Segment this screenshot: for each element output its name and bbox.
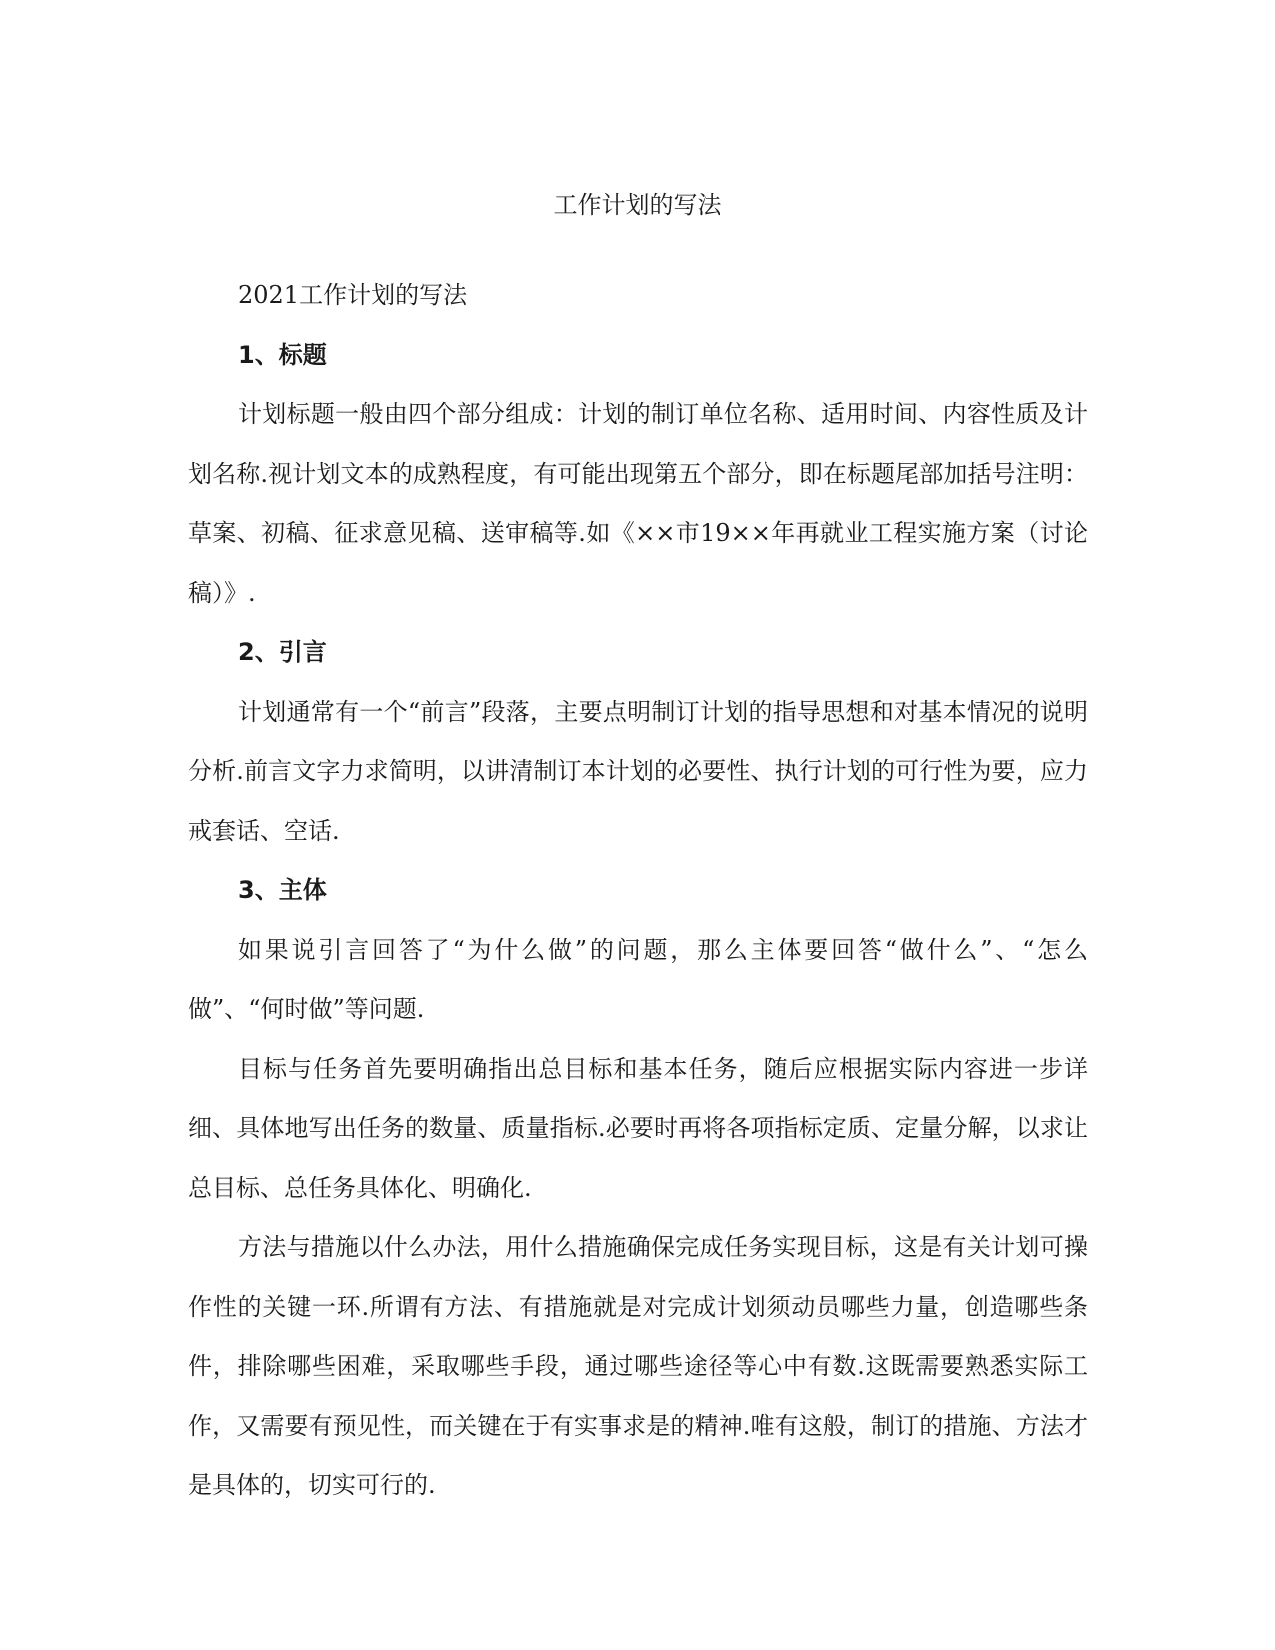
section-intro-paragraph: 计划通常有一个“前言”段落，主要点明制订计划的指导思想和对基本情况的说明分析.前言文字力求简明，以讲清制订本计划的必要性、执行计划的可行性为要，应力戒套话、空话. [188,697,1088,845]
section-body-paragraph-2: 目标与任务首先要明确指出总目标和基本任务，随后应根据实际内容进一步详细、具体地写出任务的数量、质量指标.必要时再将各项指标定质、定量分解，以求让总目标、总任务具体化、明确化. [188,1054,1088,1202]
section-body-paragraph-3: 方法与措施以什么办法，用什么措施确保完成任务实现目标，这是有关计划可操作性的关键一环.所谓有方法、有措施就是对完成计划须动员哪些力量，创造哪些条件，排除哪些困难，采取哪些手段，通过哪些途径等心中有数.这既需要熟悉实际工作，又需要有预见性，而关键在于有实事求是的精神.唯有这般，制订的措施、方法才是具体的，切实可行的. [188,1233,1088,1499]
section-heading-title: 1、标题 [238,340,327,369]
section-title-paragraph: 计划标题一般由四个部分组成：计划的制订单位名称、适用时间、内容性质及计划名称.视计划文本的成熟程度，有可能出现第五个部分，即在标题尾部加括号注明：草案、初稿、征求意见稿、送审稿等.如《××市19××年再就业工程实施方案（讨论稿）》. [188,400,1088,607]
document-body [188,266,1088,1516]
section-body-paragraph-1: 如果说引言回答了“为什么做”的问题，那么主体要回答“做什么”、“怎么做”、“何时做”等问题. [188,935,1088,1023]
document-subtitle: 2021工作计划的写法 [238,281,468,309]
document-title: 工作计划的写法 [553,191,722,219]
section-heading-intro: 2、引言 [238,638,327,666]
section-heading-body: 3、主体 [238,876,327,904]
